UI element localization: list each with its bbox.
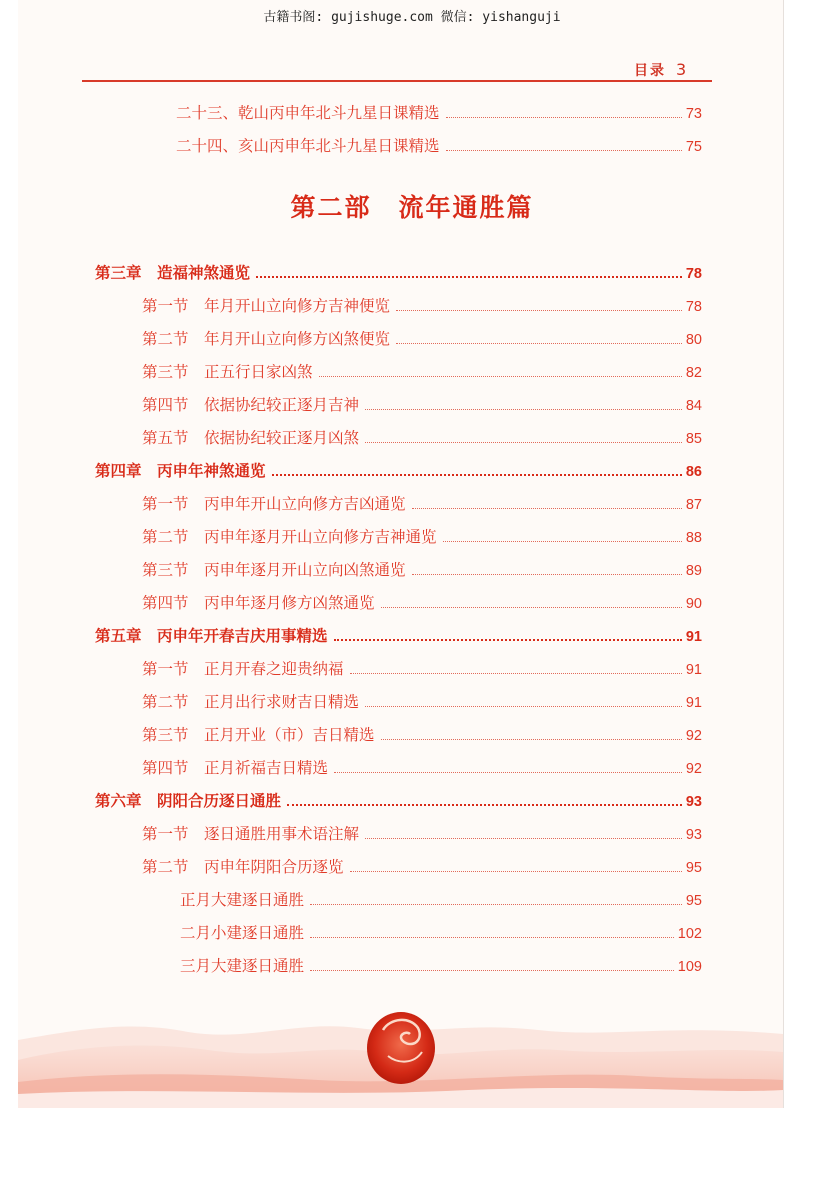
toc-entry-label: 第四章 丙申年神煞通览	[95, 461, 266, 480]
toc-leader-dots	[396, 310, 682, 311]
toc-entry-label: 二十三、乾山丙申年北斗九星日课精选	[176, 104, 440, 122]
toc-leader-dots	[350, 871, 682, 872]
toc-entry-page-number: 84	[685, 398, 702, 414]
toc-entry-page-number: 87	[685, 497, 702, 513]
toc-leader-dots	[319, 376, 682, 377]
toc-leader-dots	[310, 970, 674, 971]
toc-entry[interactable]	[142, 558, 702, 580]
toc-entry[interactable]	[142, 756, 702, 778]
toc-leader-dots	[381, 739, 682, 740]
toc-entry-page-number: 90	[685, 596, 702, 612]
toc-entry-label: 第二节 丙申年逐月开山立向修方吉神通览	[142, 528, 437, 546]
toc-entry-page-number: 78	[685, 266, 702, 282]
toc-entry-label: 第三节 正五行日家凶煞	[142, 363, 313, 381]
toc-leader-dots	[446, 117, 682, 118]
toc-entry-label: 第一节 丙申年开山立向修方吉凶通览	[142, 495, 406, 513]
toc-entry-page-number: 102	[677, 926, 702, 942]
toc-entry-page-number: 93	[685, 794, 702, 810]
toc-entry[interactable]	[142, 822, 702, 844]
toc-entry-page-number: 75	[685, 139, 702, 155]
toc-entry-page-number: 85	[685, 431, 702, 447]
toc-leader-dots	[334, 772, 682, 773]
part-title: 第二部 流年通胜篇	[290, 193, 534, 222]
toc-leader-dots	[412, 508, 682, 509]
footer-mountain-art	[18, 990, 783, 1108]
toc-entry[interactable]	[180, 888, 702, 910]
toc-leader-dots	[365, 409, 682, 410]
toc-entry-label: 第四节 依据协纪较正逐月吉神	[142, 396, 360, 414]
header-page-number: 3	[676, 60, 689, 79]
toc-entry-page-number: 92	[685, 761, 702, 777]
toc-entry-label: 第三节 丙申年逐月开山立向凶煞通览	[142, 561, 406, 579]
toc-entry-page-number: 92	[685, 728, 702, 744]
toc-entry[interactable]	[142, 492, 702, 514]
toc-entry-label: 第四节 丙申年逐月修方凶煞通览	[142, 594, 375, 612]
toc-leader-dots	[256, 276, 682, 278]
toc-entry[interactable]	[180, 921, 702, 943]
toc-entry-label: 第三节 正月开业（市）吉日精选	[142, 726, 375, 744]
toc-entry[interactable]	[142, 393, 702, 415]
toc-leader-dots	[334, 639, 682, 641]
toc-entry[interactable]	[142, 690, 702, 712]
toc-entry-page-number: 91	[685, 695, 702, 711]
toc-entry-page-number: 88	[685, 530, 702, 546]
toc-entry-label: 二月小建逐日通胜	[180, 924, 305, 942]
toc-entry[interactable]	[142, 657, 702, 679]
toc-entry-page-number: 80	[685, 332, 702, 348]
toc-entry-label: 第五节 依据协纪较正逐月凶煞	[142, 429, 360, 447]
toc-entry-page-number: 82	[685, 365, 702, 381]
toc-chapter-entry[interactable]	[95, 624, 702, 646]
toc-entry-page-number: 89	[685, 563, 702, 579]
toc-chapter-entry[interactable]	[95, 261, 702, 283]
toc-entry[interactable]	[142, 426, 702, 448]
watermark-text: 古籍书阁: gujishuge.com 微信: yishanguji	[263, 10, 561, 25]
toc-entry-page-number: 95	[685, 893, 702, 909]
header-rule	[82, 80, 712, 82]
toc-entry[interactable]	[142, 855, 702, 877]
toc-leader-dots	[310, 904, 682, 905]
toc-leader-dots	[350, 673, 682, 674]
toc-leader-dots	[365, 442, 682, 443]
toc-entry-label: 第四节 正月祈福吉日精选	[142, 759, 329, 777]
toc-entry-label: 第二节 年月开山立向修方凶煞便览	[142, 330, 391, 348]
toc-entry-page-number: 91	[685, 662, 702, 678]
toc-entry[interactable]	[180, 954, 702, 976]
toc-leader-dots	[272, 474, 682, 476]
header-title: 目录	[634, 63, 666, 79]
toc-entry[interactable]	[142, 723, 702, 745]
toc-leader-dots	[365, 706, 682, 707]
toc-entry-label: 第三章 造福神煞通览	[95, 263, 251, 282]
toc-entry-page-number: 95	[685, 860, 702, 876]
toc-entry-page-number: 73	[685, 106, 702, 122]
toc-entry[interactable]	[142, 360, 702, 382]
toc-entry-page-number: 91	[685, 629, 702, 645]
toc-chapter-entry[interactable]	[95, 459, 702, 481]
toc-entry-page-number: 109	[677, 959, 702, 975]
toc-entry-label: 三月大建逐日通胜	[180, 957, 305, 975]
toc-entry-label: 正月大建逐日通胜	[180, 891, 305, 909]
toc-entry-label: 二十四、亥山丙申年北斗九星日课精选	[176, 137, 440, 155]
toc-leader-dots	[412, 574, 682, 575]
toc-entry-label: 第六章 阴阳合历逐日通胜	[95, 791, 282, 810]
toc-leader-dots	[365, 838, 682, 839]
toc-entry-label: 第一节 年月开山立向修方吉神便览	[142, 297, 391, 315]
toc-entry[interactable]	[176, 101, 702, 123]
toc-entry[interactable]	[142, 525, 702, 547]
running-header	[634, 60, 688, 80]
sun-emblem	[367, 1012, 435, 1084]
toc-chapter-entry[interactable]	[95, 789, 702, 811]
toc-entry-label: 第五章 丙申年开春吉庆用事精选	[95, 626, 328, 645]
toc-entry-page-number: 86	[685, 464, 702, 480]
toc-entry-page-number: 93	[685, 827, 702, 843]
toc-entry[interactable]	[142, 327, 702, 349]
toc-leader-dots	[287, 804, 682, 806]
toc-entry-label: 第一节 正月开春之迎贵纳福	[142, 660, 344, 678]
toc-entry-label: 第二节 正月出行求财吉日精选	[142, 693, 360, 711]
toc-leader-dots	[310, 937, 674, 938]
toc-leader-dots	[396, 343, 682, 344]
toc-entry[interactable]	[142, 294, 702, 316]
toc-entry-label: 第二节 丙申年阴阳合历逐览	[142, 858, 344, 876]
toc-leader-dots	[446, 150, 682, 151]
toc-entry-page-number: 78	[685, 299, 702, 315]
toc-leader-dots	[381, 607, 682, 608]
toc-leader-dots	[443, 541, 682, 542]
toc-entry-label: 第一节 逐日通胜用事术语注解	[142, 825, 360, 843]
toc-entry[interactable]	[142, 591, 702, 613]
toc-entry[interactable]	[176, 134, 702, 156]
